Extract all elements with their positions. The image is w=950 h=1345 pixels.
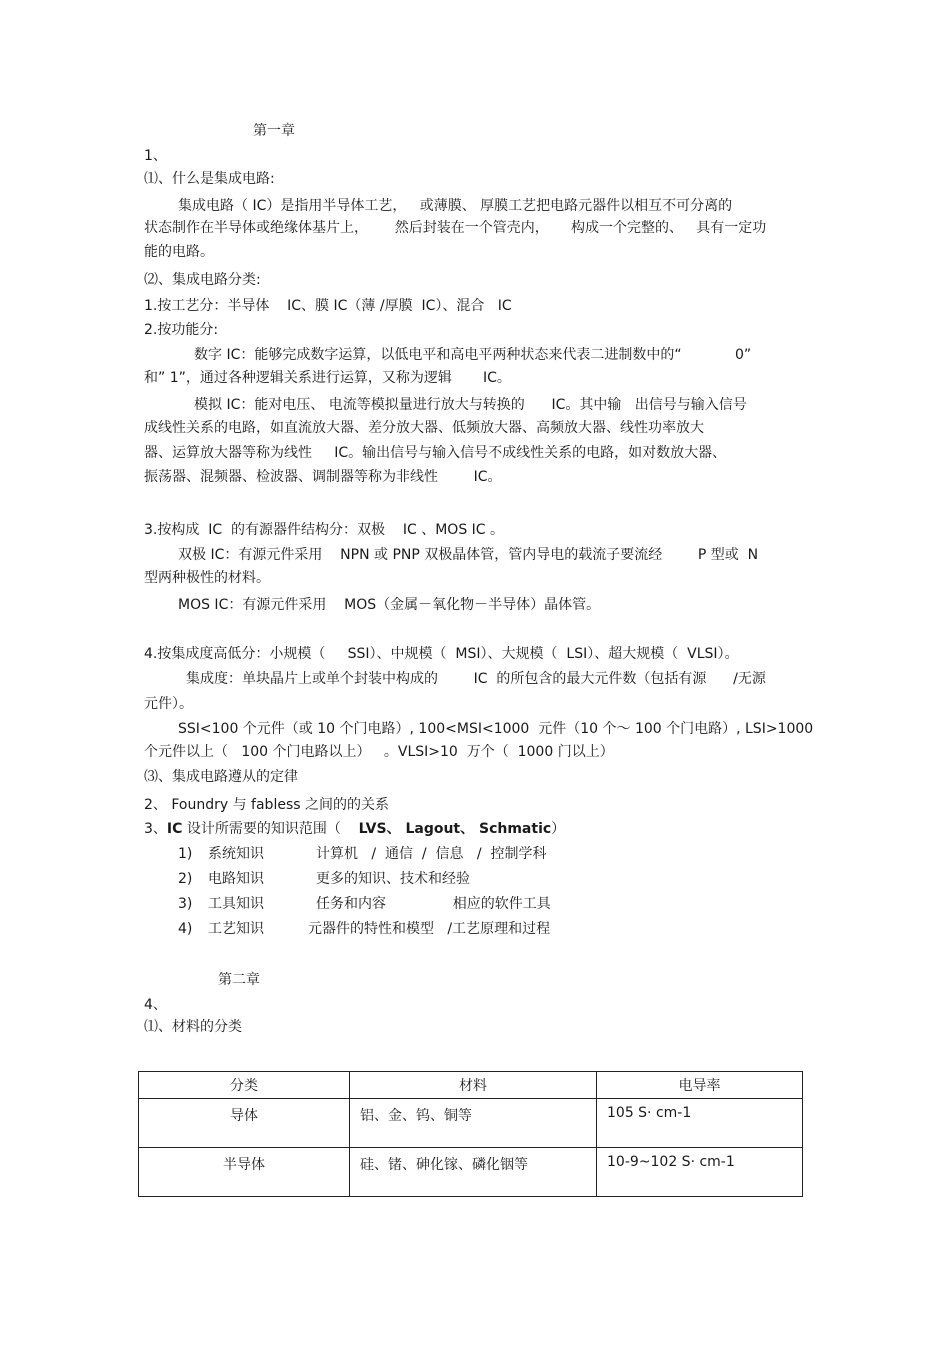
list-item-number: 2) [178,871,193,887]
section-material-classification: ⑴、材料的分类 [144,1019,242,1035]
section-what-is-ic: ⑴、什么是集成电路: [144,171,275,187]
list-item-desc: 任务和内容 相应的软件工具 [316,896,551,912]
paragraph-ic-definition-1: 集成电路（ IC）是指用半导体工艺， 或薄膜、 厚膜工艺把电路元器件以相互不可分离的 [178,198,733,214]
by-process: 1.按工艺分：半导体 IC、膜 IC（薄 /厚膜 IC）、混合 IC [144,298,512,314]
item-4-number: 4、 [144,997,167,1013]
table-row [139,1148,803,1197]
list-item-number: 3) [178,896,193,912]
paragraph-ic-definition-2: 状态制作在半导体或绝缘体基片上， 然后封装在一个管壳内， 构成一个完整的、 具有一定功 [144,220,767,236]
design-knowledge-heading [144,820,565,838]
digital-ic-1: 数字 IC：能够完成数字运算，以低电平和高电平两种状态来代表二进制数中的“ 0” [194,347,752,363]
by-function: 2.按功能分: [144,322,219,338]
list-item-desc: 计算机 / 通信 / 信息 / 控制学科 [316,846,547,862]
materials-table [138,1071,803,1197]
list-item-desc: 元器件的特性和模型 /工艺原理和过程 [308,921,551,937]
table-cell: 硅、锗、砷化镓、磷化铟等 [350,1148,597,1197]
list-item-name: 系统知识 [208,846,264,862]
list-item-name: 工具知识 [208,896,264,912]
foundry-fabless: 2、 Foundry 与 fabless 之间的的关系 [144,797,389,813]
design-knowledge-text: 设计所需要的知识范围（ [182,821,359,837]
item-3-number: 3、 [144,821,167,837]
column-header: 材料 [350,1072,597,1099]
chapter-2-heading: 第二章 [218,972,260,988]
table-cell: 105 S· cm-1 [597,1099,803,1148]
list-item-number: 1) [178,846,193,862]
analog-ic-4: 振荡器、混频器、检波器、调制器等称为非线性 IC。 [144,469,502,485]
table-cell: 半导体 [139,1148,350,1197]
column-header: 电导率 [597,1072,803,1099]
integration-definition-2: 元件）。 [144,696,193,712]
column-header: 分类 [139,1072,350,1099]
analog-ic-2: 成线性关系的电路，如直流放大器、差分放大器、低频放大器、高频放大器、线性功率放大 [144,420,704,436]
by-device-structure: 3.按构成 IC 的有源器件结构分：双极 IC 、MOS IC 。 [144,522,505,538]
item-1-number: 1、 [144,148,167,164]
closing-paren: ） [551,821,566,837]
scale-ranges-1: SSI<100 个元件（或 10 个门电路）, 100<MSI<1000 元件（10 个～ 100 个门电路）, LSI>1000 [178,721,814,737]
list-item-name: 电路知识 [208,871,264,887]
design-tools: LVS、 Lagout、 Schmatic [358,821,552,837]
chapter-1-heading: 第一章 [253,123,295,139]
section-ic-classification: ⑵、集成电路分类: [144,272,261,288]
table-cell: 铝、金、钨、铜等 [350,1099,597,1148]
table-row [139,1099,803,1148]
section-ic-laws: ⑶、集成电路遵从的定律 [144,769,298,785]
list-item-name: 工艺知识 [208,921,264,937]
paragraph-ic-definition-3: 能的电路。 [144,244,214,260]
scale-ranges-2: 个元件以上（ 100 个门电路以上） 。VLSI>10 万个（ 1000 门以上） [144,744,614,760]
digital-ic-2: 和” 1”，通过各种逻辑关系进行运算，又称为逻辑 IC。 [144,370,511,386]
integration-definition-1: 集成度：单块晶片上或单个封装中构成的 IC 的所包含的最大元件数（包括有源 /无源 [186,671,766,687]
by-integration-level: 4.按集成度高低分：小规模（ SSI）、中规模（ MSI）、大规模（ LSI）、超大规模（ VLSI）。 [144,646,739,662]
ic-label: IC [166,821,183,837]
table-cell: 导体 [139,1099,350,1148]
list-item-number: 4) [178,921,193,937]
table-header-row [139,1072,803,1099]
bipolar-ic-1: 双极 IC：有源元件采用 NPN 或 PNP 双极晶体管，管内导电的载流子要流经 P 型或 N [178,547,759,563]
mos-ic: MOS IC：有源元件采用 MOS（金属－氧化物－半导体）晶体管。 [178,597,601,613]
bipolar-ic-2: 型两种极性的材料。 [144,570,270,586]
analog-ic-3: 器、运算放大器等称为线性 IC。输出信号与输入信号不成线性关系的电路，如对数放大器、 [144,445,727,461]
list-item-desc: 更多的知识、技术和经验 [316,871,470,887]
analog-ic-1: 模拟 IC：能对电压、 电流等模拟量进行放大与转换的 IC。其中输 出信号与输入信号 [194,397,747,413]
table-cell: 10-9~102 S· cm-1 [597,1148,803,1197]
